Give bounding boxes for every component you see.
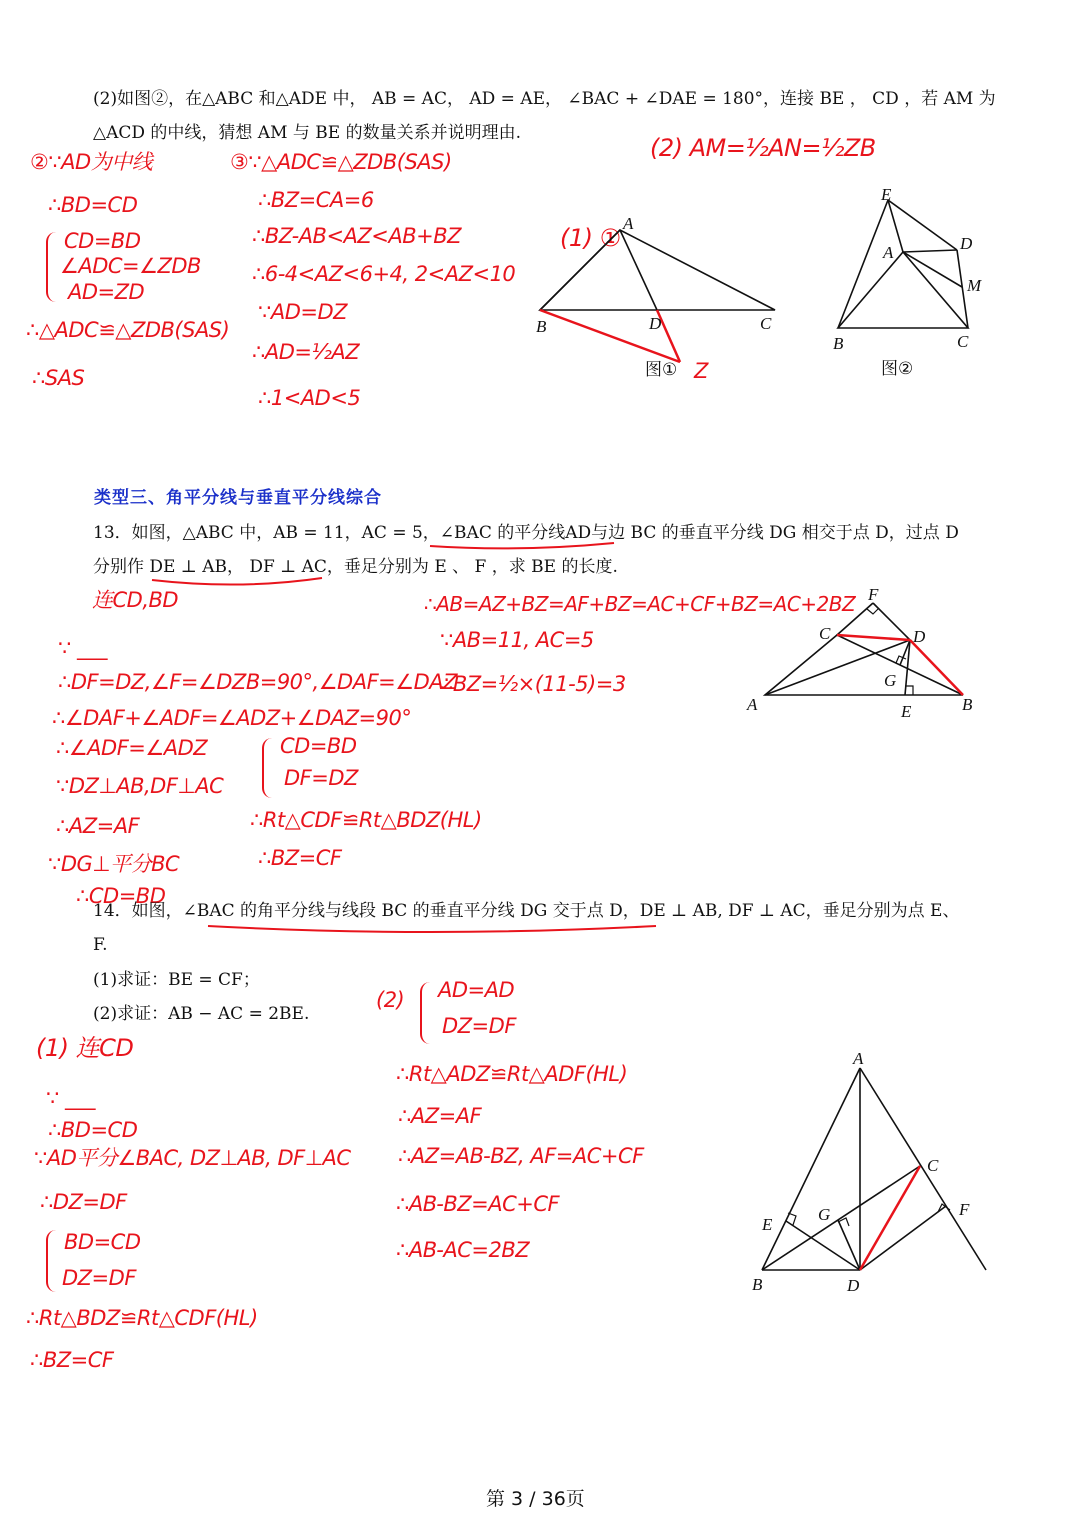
fig3-label-e: E [901, 702, 912, 721]
fig1-z: Z [694, 359, 709, 383]
fig3-label-b: B [962, 695, 973, 714]
problem-14-q1: (1)求证：BE = CF； [93, 970, 260, 990]
hw-13-m1: CD=BD [280, 734, 357, 758]
hw-14-r6: ∴AZ=AB-BZ, AF=AC+CF [398, 1144, 644, 1168]
hw-brace-14b [420, 982, 432, 1044]
hw-top-4: ∠ADC=∠ZDB [60, 254, 201, 278]
hw-13-l8: ∵DG⊥平分BC [48, 852, 180, 876]
fig3-label-a: A [747, 695, 758, 714]
figure-4 [740, 1040, 1000, 1300]
hw-13-m2: DF=DZ [284, 766, 358, 790]
fig4-label-f: F [959, 1200, 970, 1219]
hw-13-l9: ∴CD=BD [76, 884, 166, 908]
hw-top-m6: ∴AD=½AZ [252, 340, 360, 364]
hw-13-l4: ∴∠DAF+∠ADF=∠ADZ+∠DAZ=90° [52, 706, 412, 730]
hw-13-r2: ∵AB=11, AC=5 [440, 628, 594, 652]
problem-12-part2-line1: (2)如图②，在△ABC 和△ADE 中， AB = AC， AD = AE， ∠BAC + ∠DAE = 180°，连接 BE ， CD ，若 AM 为 [93, 89, 996, 109]
fig3-label-c: C [819, 624, 831, 643]
fig1-label-a: A [623, 214, 634, 233]
fig4-label-b: B [752, 1275, 763, 1294]
problem-14-q2: (2)求证：AB − AC = 2BE. [93, 1004, 310, 1024]
hw-13-r1: ∴AB=AZ+BZ=AF+BZ=AC+CF+BZ=AC+2BZ [424, 592, 856, 616]
hw-13-l5: ∴∠ADF=∠ADZ [56, 736, 208, 760]
hw-14-r7: ∴AB-BZ=AC+CF [396, 1192, 560, 1216]
hw-top-m7: ∴1<AD<5 [258, 386, 361, 410]
fig4-label-c: C [927, 1156, 939, 1175]
hw-top-m1: ③∵△ADC≌△ZDB(SAS) [230, 150, 452, 174]
hw-top-3: CD=BD [64, 229, 141, 253]
hw-top-m4: ∴6-4<AZ<6+4, 2<AZ<10 [252, 262, 516, 286]
problem-14-line1: 14．如图，∠BAC 的角平分线与线段 BC 的垂直平分线 DG 交于点 D，DE ⊥ AB, DF ⊥ AC，垂足分别为点 E、 [93, 901, 960, 921]
hw-13-l1: 连CD,BD [92, 588, 179, 612]
fig2-caption: 图② [881, 359, 914, 379]
fig3-label-d: D [913, 627, 926, 646]
hw-14-r2: AD=AD [438, 978, 515, 1002]
fig1-label-c: C [760, 314, 772, 333]
problem-12-part2-line2: △ACD 的中线，猜想 AM 与 BE 的数量关系并说明理由. [93, 123, 521, 143]
hw-13-m3: ∴Rt△CDF≌Rt△BDZ(HL) [250, 808, 482, 832]
hw-top-5: AD=ZD [68, 280, 145, 304]
hw-14-l6: BD=CD [64, 1230, 141, 1254]
hw-14-l8: ∴Rt△BDZ≌Rt△CDF(HL) [26, 1306, 258, 1330]
fig1-label-b: B [536, 317, 547, 336]
fig3-label-g: G [884, 671, 897, 690]
hw-14-r1: (2) [376, 988, 405, 1012]
hw-top-m3: ∴BZ-AB<AZ<AB+BZ [252, 224, 462, 248]
fig3-label-f: F [868, 585, 879, 604]
hw-top-2: ∴BD=CD [48, 193, 138, 217]
problem-14-line2: F. [93, 935, 108, 955]
problem-13-line2: 分别作 DE ⊥ AB， DF ⊥ AC，垂足分别为 E 、 F ，求 BE 的长度. [93, 557, 618, 577]
hw-13-l2: ∵ ___ [58, 636, 108, 660]
hw-14-r4: ∴Rt△ADZ≌Rt△ADF(HL) [396, 1062, 628, 1086]
hw-14-l3: ∴BD=CD [48, 1118, 138, 1142]
fig1-caption: 图① [645, 360, 678, 380]
fig2-label-m: M [967, 276, 982, 295]
hw-14-r5: ∴AZ=AF [398, 1104, 482, 1128]
hw-13-l3: ∴DF=DZ,∠F=∠DZB=90°,∠DAF=∠DAZ [58, 670, 458, 694]
hw-brace-14 [46, 1230, 58, 1292]
hw-14-l9: ∴BZ=CF [30, 1348, 114, 1372]
hw-top-6: ∴△ADC≌△ZDB(SAS) [26, 318, 230, 342]
hw-top-7: ∴SAS [32, 366, 85, 390]
fig1-label-d: D [649, 314, 662, 333]
hw-part2-answer: (2) AM=½AN=½ZB [650, 134, 876, 162]
hw-14-l4: ∵AD平分∠BAC, DZ⊥AB, DF⊥AC [34, 1146, 351, 1170]
hw-14-l2: ∵ ___ [46, 1086, 96, 1110]
fig4-label-e: E [762, 1215, 773, 1234]
fig4-label-d: D [847, 1276, 860, 1295]
fig4-label-g: G [818, 1205, 831, 1224]
hw-top-m5: ∵AD=DZ [258, 300, 348, 324]
hw-13-l7: ∴AZ=AF [56, 814, 140, 838]
hw-14-l1: (1) 连CD [36, 1034, 134, 1062]
hw-fig1-note: (1) ① [560, 224, 621, 252]
hw-top-1: ②∵AD为中线 [30, 150, 153, 174]
page-number: 第 3 / 36页 [486, 1488, 585, 1510]
fig2-label-d: D [960, 234, 973, 253]
fig2-label-b: B [833, 334, 844, 353]
hw-14-l5: ∴DZ=DF [40, 1190, 127, 1214]
hw-13-l6: ∵DZ⊥AB,DF⊥AC [56, 774, 224, 798]
fig4-label-a: A [853, 1049, 864, 1068]
fig2-label-c: C [957, 332, 969, 351]
problem-13-line1: 13．如图，△ABC 中，AB = 11，AC = 5，∠BAC 的平分线AD与边 BC 的垂直平分线 DG 相交于点 D，过点 D [93, 523, 959, 543]
hw-13-m4: ∴BZ=CF [258, 846, 342, 870]
fig2-label-a: A [883, 243, 894, 262]
hw-13-r3: ∴BZ=½×(11-5)=3 [440, 672, 626, 696]
fig2-label-e: E [881, 185, 892, 204]
section-3-heading: 类型三、角平分线与垂直平分线综合 [94, 488, 382, 508]
hw-14-r8: ∴AB-AC=2BZ [396, 1238, 530, 1262]
hw-14-l7: DZ=DF [62, 1266, 136, 1290]
hw-14-r3: DZ=DF [442, 1014, 516, 1038]
hw-top-m2: ∴BZ=CA=6 [258, 188, 374, 212]
